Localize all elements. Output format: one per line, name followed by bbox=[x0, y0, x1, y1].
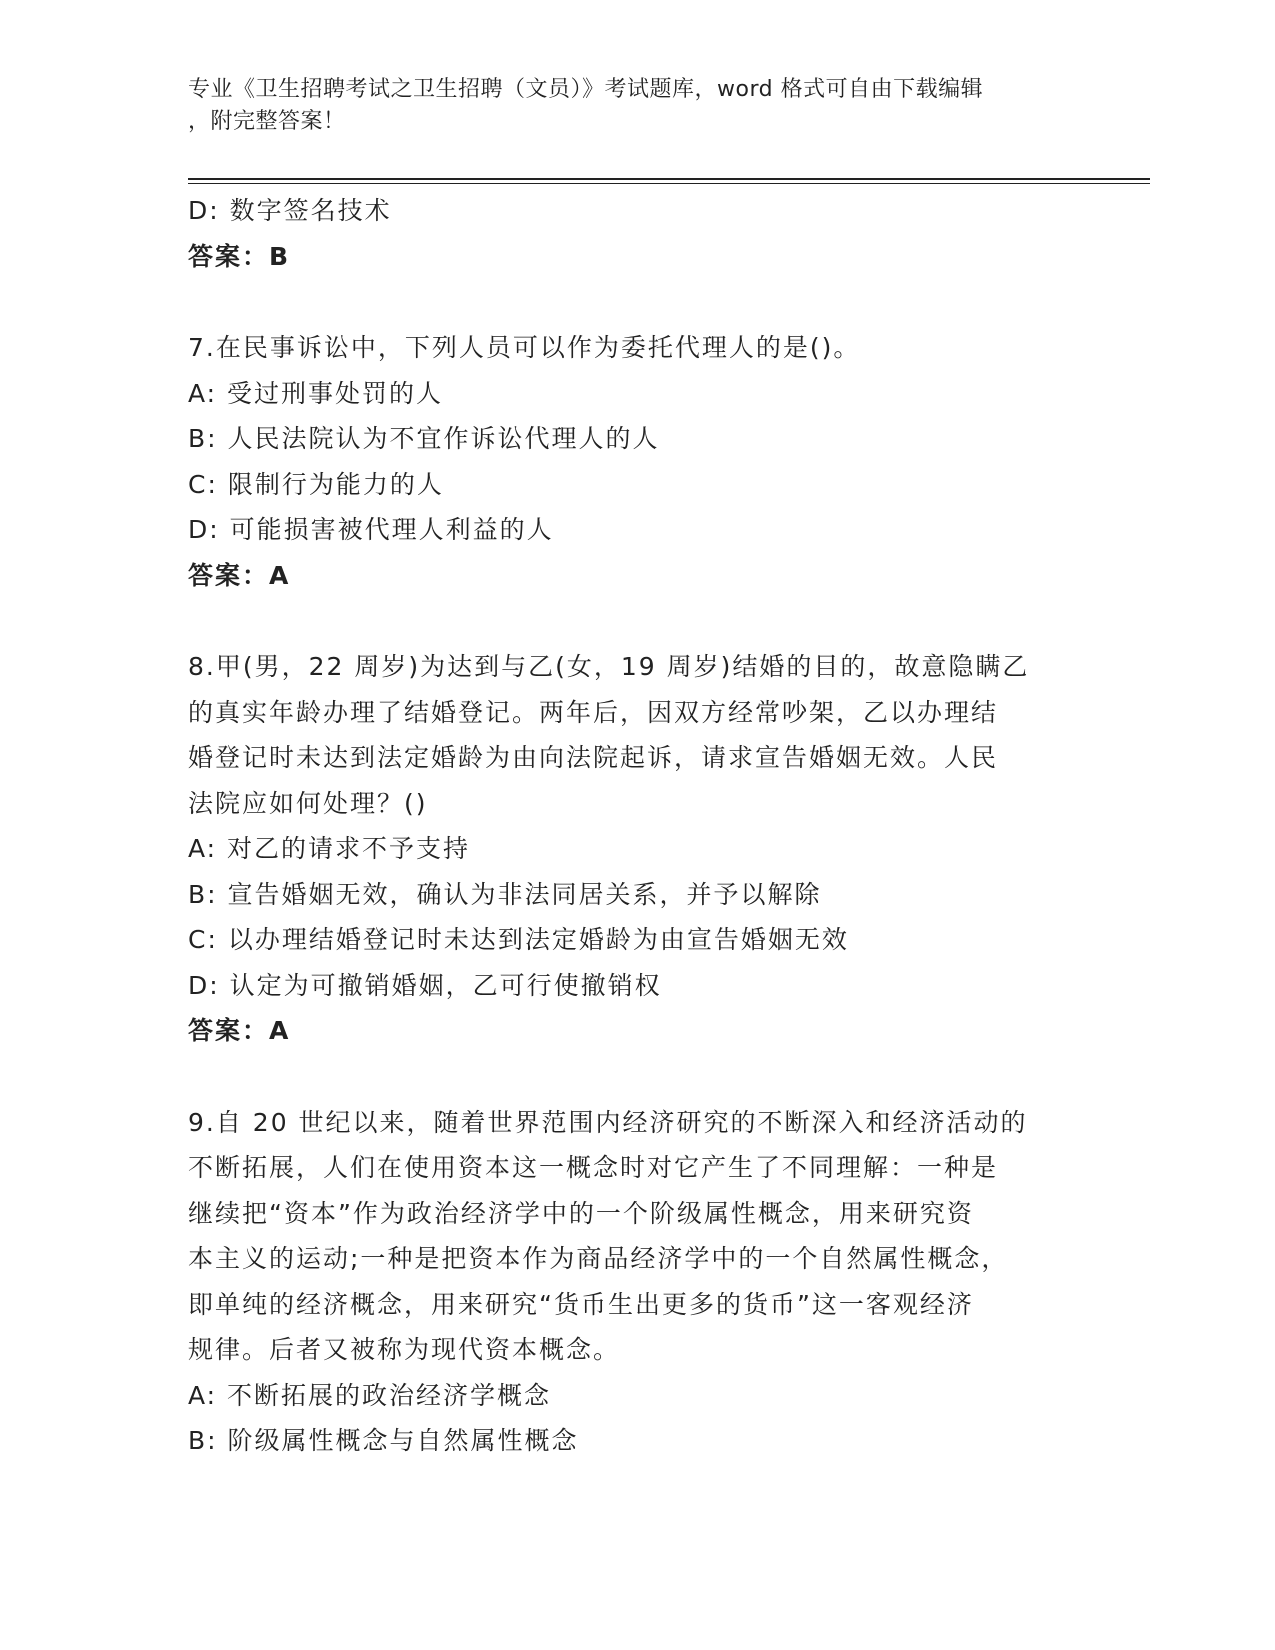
question-9-stem-line: 不断拓展，人们在使用资本这一概念时对它产生了不同理解：一种是 bbox=[188, 1153, 999, 1182]
question-8-option-d: D: 认定为可撤销婚姻，乙可行使撤销权 bbox=[188, 970, 662, 1000]
question-7-stem: 7.在民事诉讼中，下列人员可以作为委托代理人的是()。 bbox=[188, 333, 861, 362]
document-header bbox=[188, 74, 1068, 138]
question-9 bbox=[188, 1100, 1088, 1464]
question-9-option-b: B: 阶级属性概念与自然属性概念 bbox=[188, 1426, 579, 1455]
question-9-stem-line: 规律。后者又被称为现代资本概念。 bbox=[188, 1335, 621, 1364]
question-9-stem-line: 本主义的运动;一种是把资本作为商品经济学中的一个自然属性概念， bbox=[188, 1244, 1009, 1273]
question-8-stem-line: 的真实年龄办理了结婚登记。两年后，因双方经常吵架，乙以办理结 bbox=[188, 697, 999, 727]
question-9-stem-line: 继续把“资本”作为政治经济学中的一个阶级属性概念，用来研究资 bbox=[188, 1198, 974, 1228]
question-7-option-d: D: 可能损害被代理人利益的人 bbox=[188, 515, 554, 544]
question-8-option-b: B: 宣告婚姻无效，确认为非法同居关系，并予以解除 bbox=[188, 879, 822, 909]
question-7-option-b: B: 人民法院认为不宜作诉讼代理人的人 bbox=[188, 424, 660, 453]
question-8-stem-line: 法院应如何处理？() bbox=[188, 788, 428, 818]
question-8-option-a: A: 对乙的请求不予支持 bbox=[188, 834, 471, 863]
question-9-stem-line: 9.自 20 世纪以来，随着世界范围内经济研究的不断深入和经济活动的 bbox=[188, 1107, 1028, 1137]
question-7-option-c: C: 限制行为能力的人 bbox=[188, 469, 444, 499]
spacer bbox=[188, 279, 1088, 325]
header-divider-thin bbox=[188, 183, 1150, 184]
spacer bbox=[188, 598, 1088, 644]
option-d-previous: D: 数字签名技术 bbox=[188, 196, 392, 225]
question-7-answer: 答案：A bbox=[188, 560, 291, 590]
header-divider-thick bbox=[188, 178, 1150, 180]
question-8-stem-line: 婚登记时未达到法定婚龄为由向法院起诉，请求宣告婚姻无效。人民 bbox=[188, 743, 999, 772]
question-7-option-a: A: 受过刑事处罚的人 bbox=[188, 378, 444, 408]
question-8-answer: 答案：A bbox=[188, 1016, 291, 1045]
header-line-1: 专业《卫生招聘考试之卫生招聘（文员）》考试题库，word 格式可自由下载编辑 bbox=[188, 77, 984, 102]
header-line-2: ，附完整答案！ bbox=[188, 109, 346, 134]
question-8-stem-line: 8.甲(男，22 周岁)为达到与乙(女，19 周岁)结婚的目的，故意隐瞒乙 bbox=[188, 652, 1030, 681]
question-8-option-c: C: 以办理结婚登记时未达到法定婚龄为由宣告婚姻无效 bbox=[188, 925, 849, 954]
question-7 bbox=[188, 325, 1088, 598]
question-content bbox=[188, 188, 1088, 1464]
spacer bbox=[188, 1054, 1088, 1100]
question-9-stem-line: 即单纯的经济概念，用来研究“货币生出更多的货币”这一客观经济 bbox=[188, 1289, 974, 1319]
answer-previous: 答案：B bbox=[188, 241, 291, 271]
question-9-option-a: A: 不断拓展的政治经济学概念 bbox=[188, 1380, 552, 1410]
question-8 bbox=[188, 644, 1088, 1054]
